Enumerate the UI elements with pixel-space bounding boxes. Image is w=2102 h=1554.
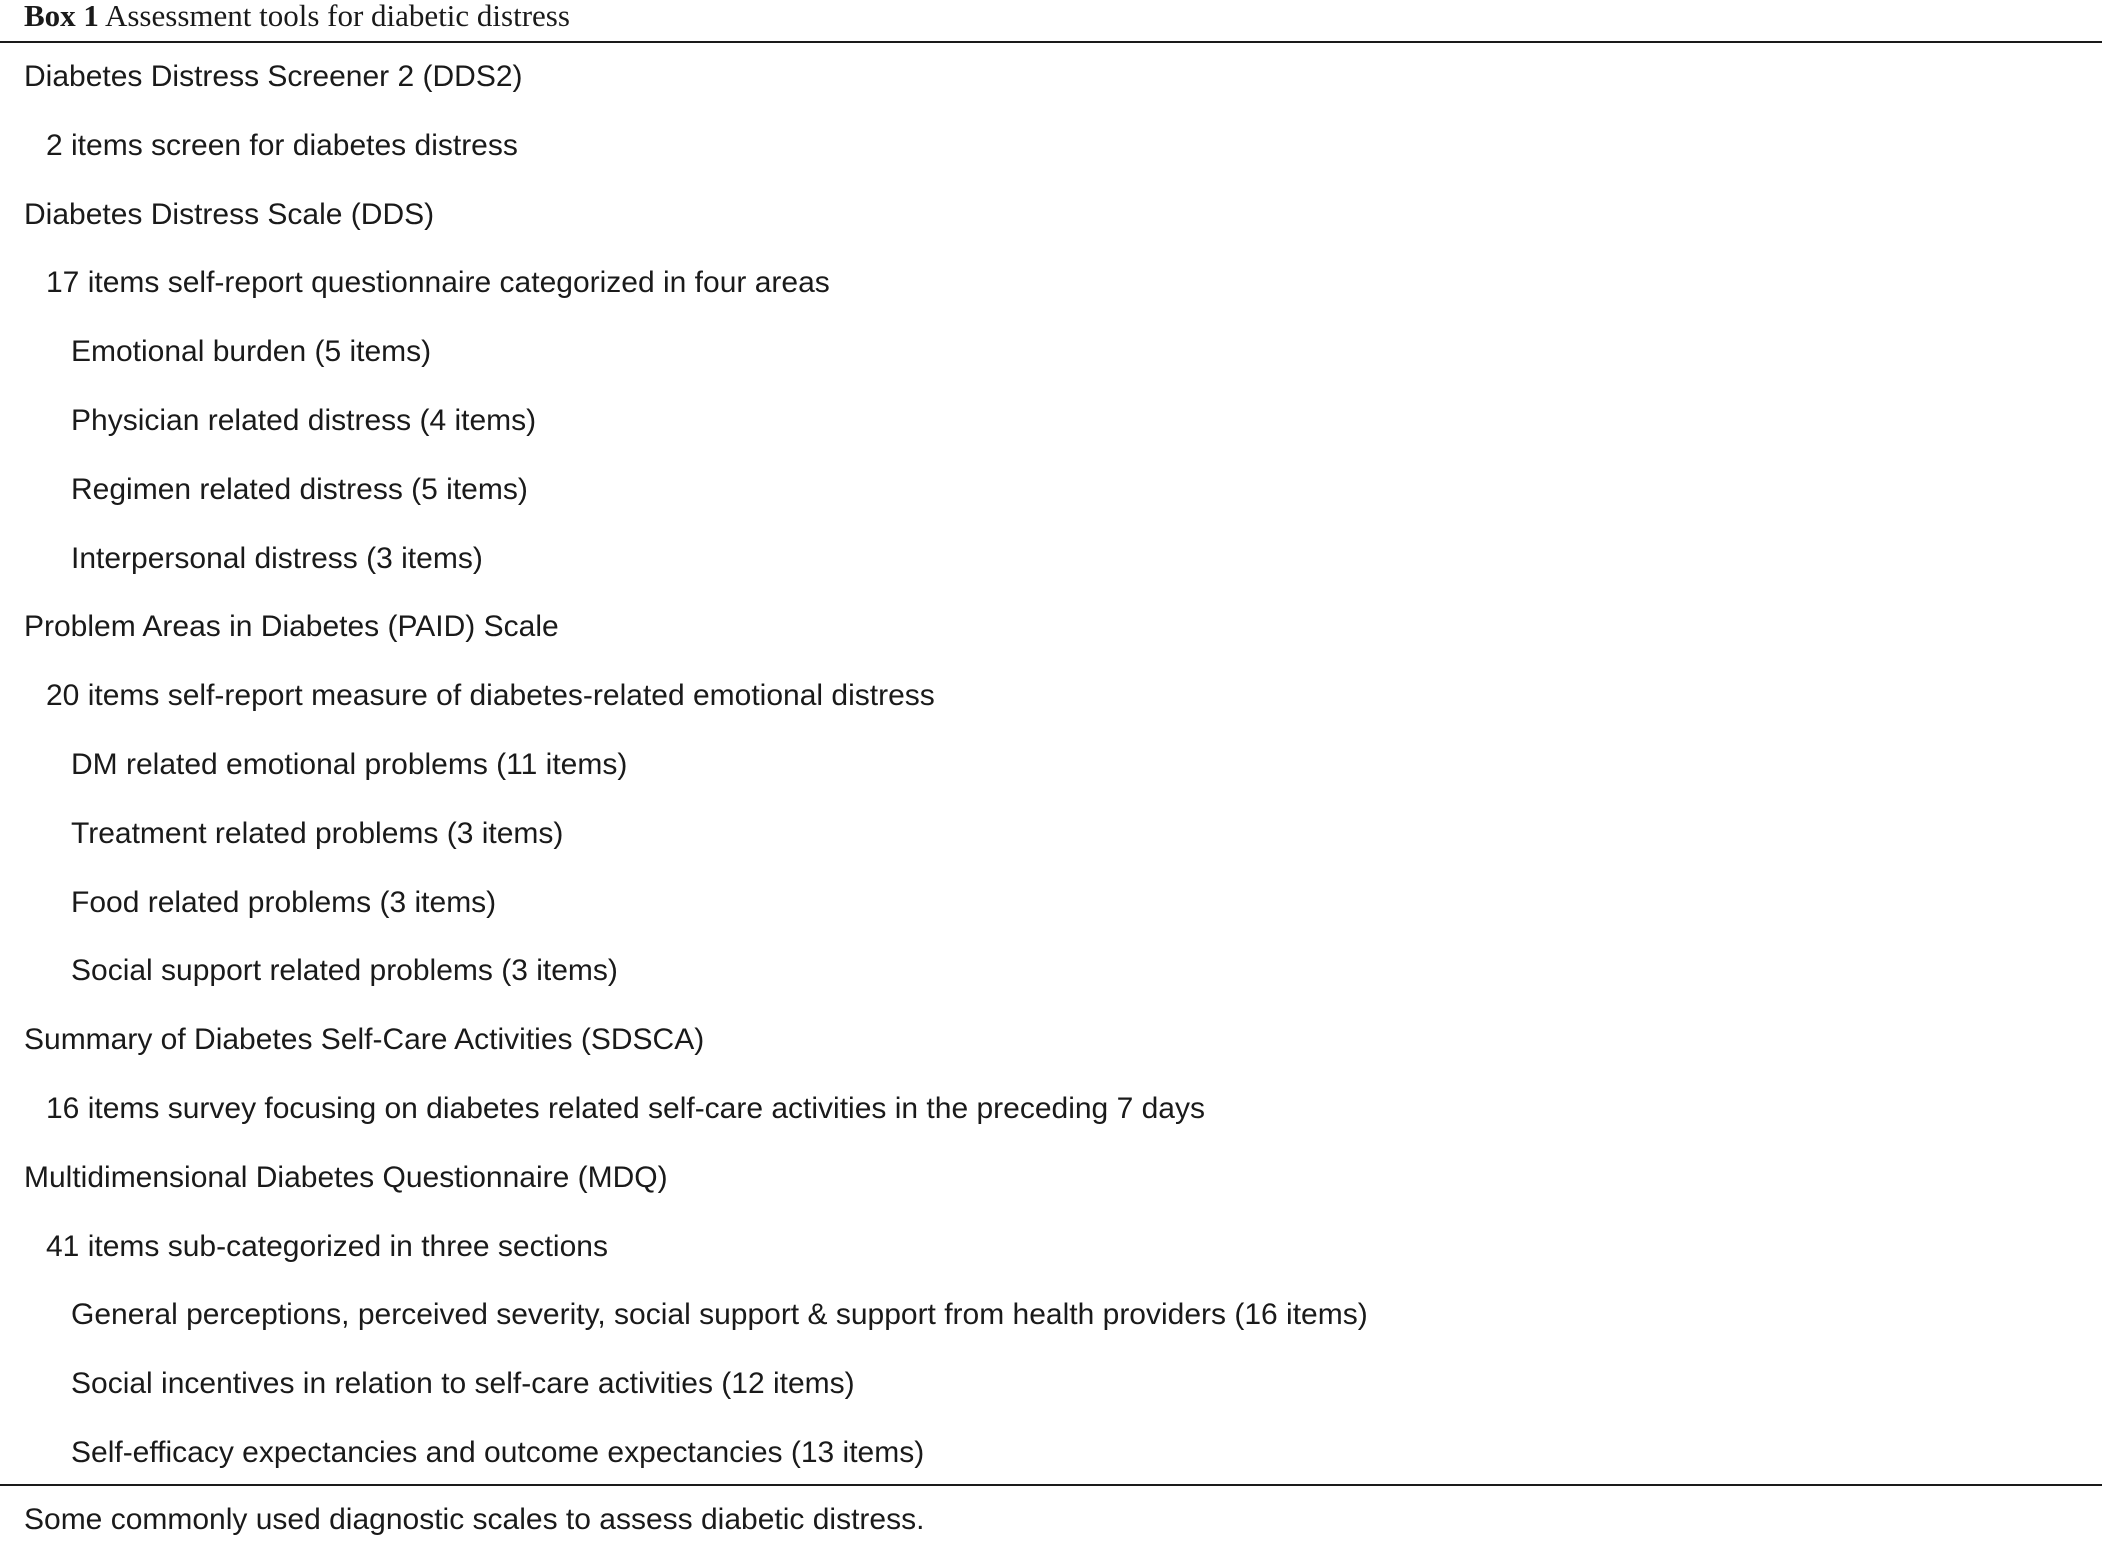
list-item: Problem Areas in Diabetes (PAID) Scale [24,610,559,644]
list-item: Treatment related problems (3 items) [71,816,564,850]
list-item: 2 items screen for diabetes distress [46,128,518,162]
box-label: Box 1 [24,0,99,33]
list-item: Social support related problems (3 items) [71,954,618,988]
list-item: DM related emotional problems (11 items) [71,747,628,781]
box-title [24,0,570,40]
list-item: 41 items sub-categorized in three sections [46,1229,608,1263]
list-item: Diabetes Distress Scale (DDS) [24,197,435,231]
list-item: General perceptions, perceived severity, social support & support from health providers (16 items) [71,1298,1368,1332]
list-item: Diabetes Distress Screener 2 (DDS2) [24,60,523,93]
list-item: Summary of Diabetes Self-Care Activities (SDSCA) [24,1023,705,1057]
list-item: Social incentives in relation to self-care activities (12 items) [71,1367,855,1401]
list-item: 16 items survey focusing on diabetes related self-care activities in the preceding 7 days [46,1091,1205,1125]
list-item: Emotional burden (5 items) [71,335,432,369]
assessment-tools-list [0,43,2102,1488]
list-item: 17 items self-report questionnaire categorized in four areas [46,266,830,300]
list-item: Multidimensional Diabetes Questionnaire (MDQ) [24,1160,668,1194]
box-title-text: Assessment tools for diabetic distress [104,0,570,33]
list-item: Physician related distress (4 items) [71,403,537,437]
list-item: Regimen related distress (5 items) [71,472,528,506]
list-item: Interpersonal distress (3 items) [71,541,483,575]
list-item: Food related problems (3 items) [71,885,497,919]
list-item: Self-efficacy expectancies and outcome expectancies (13 items) [71,1435,925,1469]
list-item: 20 items self-report measure of diabetes-related emotional distress [46,679,935,713]
box-footnote: Some commonly used diagnostic scales to assess diabetic distress. [24,1503,925,1536]
